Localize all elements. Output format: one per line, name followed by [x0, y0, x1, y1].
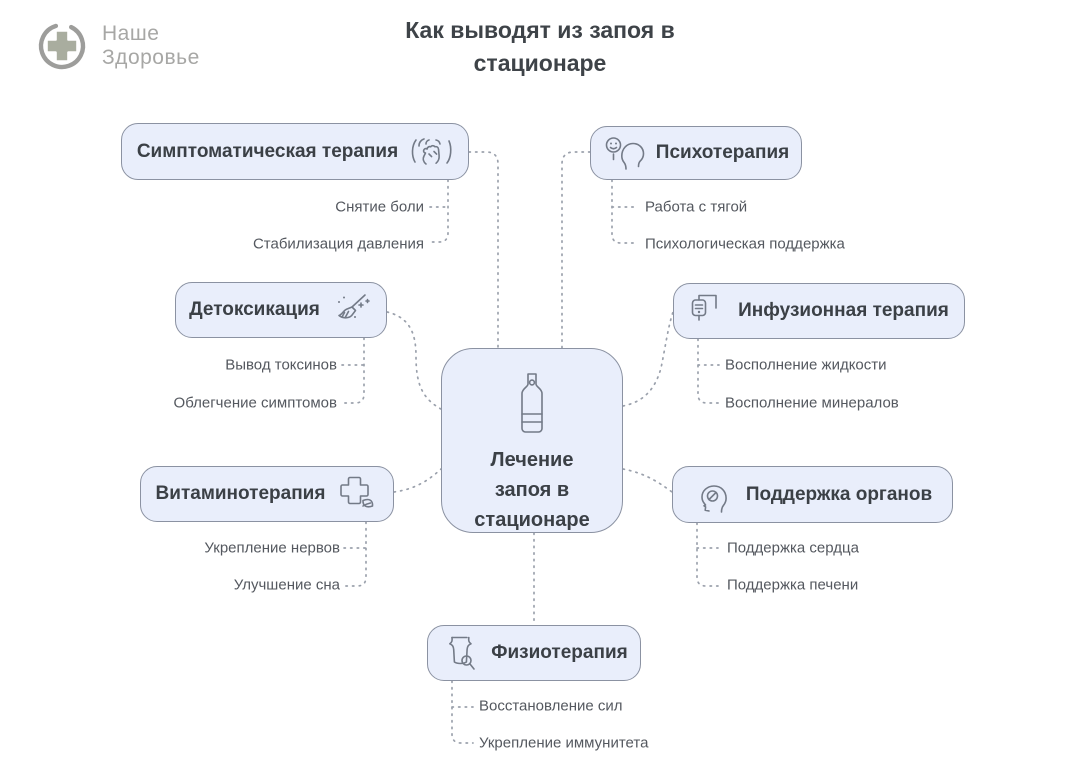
node-infusion-label: Инфузионная терапия — [738, 300, 949, 321]
subitem-pressure-stabilization: Стабилизация давления — [252, 235, 424, 253]
subitem-craving-work: Работа с тягой — [645, 198, 748, 216]
subitem-fluid-replenishment: Восполнение жидкости — [725, 356, 887, 374]
node-detox-label: Детоксикация — [189, 299, 320, 320]
twig-vitamin — [344, 522, 366, 586]
subitem-liver-support: Поддержка печени — [727, 576, 859, 594]
node-vitamin-therapy — [140, 466, 394, 522]
subitem-strength-recovery: Восстановление сил — [479, 697, 623, 715]
node-symptomatic-label: Симптоматическая терапия — [136, 140, 399, 162]
link-symptomatic-center — [469, 152, 498, 348]
page-title: Как выводят из запоя в стационаре — [405, 17, 675, 77]
node-organ-label: Поддержка органов — [745, 483, 933, 505]
twig-detox — [342, 338, 364, 403]
head-smiley-icon — [603, 133, 645, 173]
twig-organ — [697, 523, 718, 586]
twig-physio — [452, 681, 473, 743]
subitem-nerve-strengthening: Укрепление нервов — [204, 539, 340, 557]
subitem-symptom-relief: Облегчение симптомов — [173, 394, 337, 412]
torso-magnifier-icon — [440, 633, 480, 673]
node-organ-support — [672, 466, 953, 523]
twig-symptomatic — [430, 180, 448, 242]
subitem-psychological-support: Психологическая поддержка — [645, 235, 845, 253]
subitem-toxin-removal: Вывод токсинов — [225, 356, 337, 374]
medical-cross-logo-icon — [34, 18, 90, 74]
central-node — [441, 348, 623, 533]
node-psychotherapy — [590, 126, 802, 180]
node-symptomatic-therapy — [121, 123, 469, 180]
broom-sparkles-icon — [331, 290, 373, 330]
node-vitamin-label: Витаминотерапия — [155, 483, 326, 504]
node-infusion-therapy — [673, 283, 965, 339]
link-psychotherapy-center — [562, 152, 590, 348]
link-center-organ — [623, 469, 672, 492]
link-vitamin-center — [394, 469, 441, 492]
central-node-label: Лечение запоя в стационаре — [474, 449, 590, 531]
subitem-immunity-strengthening: Укрепление иммунитета — [479, 734, 649, 752]
node-detox — [175, 282, 387, 338]
logo-line2: Здоровье — [102, 46, 200, 69]
logo-line1: Наше — [102, 22, 160, 46]
head-blocked-icon — [693, 475, 735, 515]
logo-text — [102, 22, 200, 69]
twig-psychotherapy — [612, 180, 638, 243]
iv-drip-icon — [689, 292, 727, 330]
link-detox-center — [387, 312, 441, 409]
headache-hand-icon — [409, 132, 453, 172]
logo — [34, 18, 200, 74]
twig-infusion — [698, 339, 719, 403]
bottle-icon — [511, 371, 553, 437]
cross-leaf-icon — [336, 474, 378, 514]
node-physiotherapy — [427, 625, 641, 681]
node-physio-label: Физиотерапия — [491, 642, 628, 663]
subitem-sleep-improvement: Улучшение сна — [233, 576, 340, 594]
subitem-heart-support: Поддержка сердца — [727, 539, 859, 557]
subitem-mineral-replenishment: Восполнение минералов — [725, 394, 899, 412]
subitem-pain-relief: Снятие боли — [335, 198, 424, 216]
link-center-infusion — [623, 312, 673, 406]
node-psychotherapy-label: Психотерапия — [655, 142, 790, 163]
